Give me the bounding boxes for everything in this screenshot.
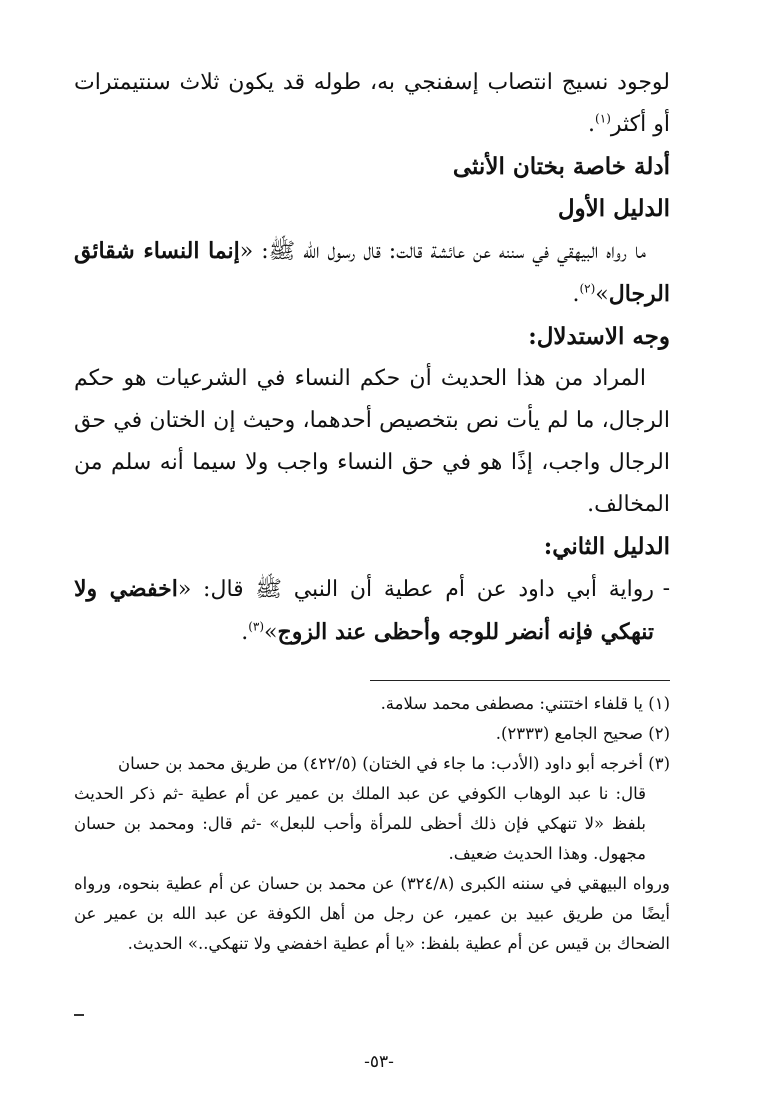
footnote-3-second-paragraph: ورواه البيهقي في سننه الكبرى (٣٢٤/٨) عن محمد بن حسان عن أم عطية بنحوه، ورواه أيضًا من طريق عبيد بن عمير، عن رجل من أهل الكوفة عن عبد الله بن عمير عن الضحاك بن قيس عن أم عطية بلفظ: «يا أم عطية اخفضي ولا تنهكي..» الحديث. [74, 874, 670, 953]
first-evidence-heading: الدليل الأول [557, 195, 670, 222]
page-number: -٥٣- [364, 1052, 394, 1072]
page-content [74, 62, 670, 959]
section-heading: أدلة خاصة بختان الأنثى [452, 153, 670, 180]
footnote-3-continuation: قال: نا عبد الوهاب الكوفي عن عبد الملك بن عمير عن أم عطية -ثم ذكر الحديث بلفظ «لا تنهكي فإن ذلك أحظى للمرأة وأحب للبعل» -ثم قال: ومحمد بن حسان مجهول. وهذا الحديث ضعيف. [74, 784, 646, 863]
second-evidence-end: . [241, 620, 249, 645]
first-evidence-text: ما رواه البيهقي في سننه عن عائشة قالت: قال رسول الله ﷺ: « [239, 239, 646, 264]
footnote-ref-3[interactable]: (٣) [248, 619, 265, 634]
dash-bullet: - [662, 576, 670, 601]
intro-paragraph [74, 62, 670, 146]
second-evidence-heading: الدليل الثاني: [543, 533, 670, 560]
first-evidence-end: . [572, 282, 580, 307]
first-quote-close: » [595, 282, 609, 307]
intro-line-1: لوجود نسيج انتصاب إسفنجي به، طوله قد يكون ثلاث سنتيمترات أو [74, 70, 670, 137]
footnote-2: (٢) صحيح الجامع (٢٣٣٣). [495, 724, 670, 743]
footnote-ref-2[interactable]: (٢) [579, 281, 596, 296]
margin-dash [74, 1014, 84, 1016]
second-quote-close: » [264, 620, 278, 645]
second-hadith-text: اخفضي ولا تنهكي فإنه أنضر للوجه وأحظى عند الزوج [74, 576, 654, 645]
footnote-ref-1[interactable]: (١) [595, 111, 611, 126]
footnote-divider [370, 680, 670, 681]
footnotes-section [74, 689, 670, 959]
intro-end: . [588, 112, 596, 137]
footnote-1: (١) يا قلفاء اختتني: مصطفى محمد سلامة. [380, 694, 670, 713]
second-evidence-item [74, 568, 700, 654]
inference-paragraph: المراد من هذا الحديث أن حكم النساء في الشرعيات هو حكم الرجال، ما لم يأت نص بتخصيص أحدهما، وحيث إن الختان في حق الرجال واجب، إذًا هو في حق النساء واجب ولا سيما أنه سلم من المخالف. [74, 366, 670, 517]
main-text [74, 62, 670, 654]
second-evidence-text: رواية أبي داود عن أم عطية أن النبي ﷺ قال: « [177, 577, 654, 602]
first-hadith-text: إنما النساء شقائق الرجال [74, 238, 670, 307]
first-evidence-paragraph [74, 230, 670, 316]
inference-heading: وجه الاستدلال: [528, 323, 670, 350]
intro-line-2: أكثر [610, 112, 647, 137]
footnote-3-first-line: (٣) أخرجه أبو داود (الأدب: ما جاء في الختان) (٤٢٢/٥) من طريق محمد بن حسان [117, 754, 670, 773]
